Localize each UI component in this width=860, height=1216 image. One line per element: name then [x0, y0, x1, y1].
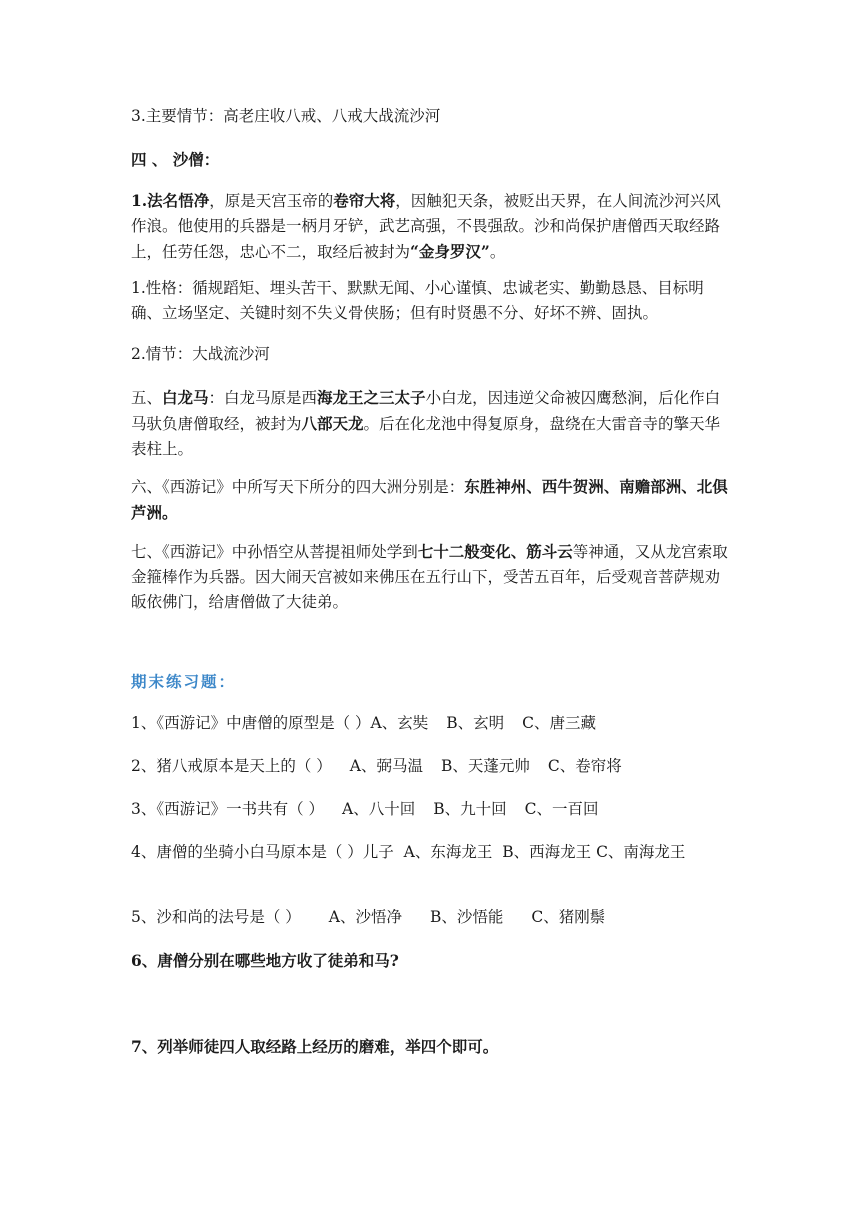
- origin: 海龙王之三太子: [317, 388, 426, 407]
- section5-white-dragon-horse: [131, 385, 731, 462]
- option-c: C、猪刚鬃: [531, 908, 606, 926]
- option-a: A、弼马温: [349, 757, 423, 775]
- continents: 东胜神州、西牛贺洲、南赡部洲、北俱芦洲。: [131, 477, 728, 522]
- section5-part: ：白龙马原是西: [208, 389, 318, 407]
- section6-part: 六、《西游记》中所写天下所分的四大洲分别是：: [131, 478, 465, 496]
- section7-part: 七、《西游记》中孙悟空从菩提祖师处学到: [131, 543, 418, 561]
- option-c: C、一百回: [524, 800, 599, 818]
- skills: 七十二般变化、筋斗云: [417, 542, 573, 561]
- section5-part: 五、: [131, 389, 163, 407]
- section4-plot: 2.情节：大战流沙河: [131, 345, 270, 363]
- option-a: A、东海龙王: [403, 843, 493, 861]
- question-stem: 5、沙和尚的法号是（ ）: [131, 908, 301, 926]
- question-3: [131, 797, 731, 822]
- option-b: B、天蓬元帅: [441, 757, 530, 775]
- question-7: 7、列举师徒四人取经路上经历的磨难，举四个即可。: [131, 1037, 499, 1056]
- option-a: A、八十回: [342, 800, 416, 818]
- intro-part: 1.法名: [131, 191, 179, 210]
- intro-part: 。: [489, 243, 506, 261]
- section7-part: 等神通，又从龙宫索取金箍棒作为兵器。因大闹天宫被如来佛压在五行山下，受苦五百年，后受观音菩萨规劝皈依佛门，给唐僧做了大徒弟。: [131, 543, 728, 611]
- section5-part: 小白龙，因违逆父命被囚鹰愁涧，后化作白马驮负唐僧取经，被封为: [131, 389, 721, 433]
- option-b: B、沙悟能: [430, 908, 504, 926]
- option-b: B、西海龙王: [502, 843, 592, 861]
- section5-part: 。后在化龙池中得复原身，盘绕在大雷音寺的擎天华表柱上。: [131, 415, 721, 458]
- section7-sun-wukong: [131, 539, 731, 615]
- dharma-name: 悟净: [178, 191, 210, 210]
- horse-name: 白龙马: [162, 388, 209, 407]
- question-1: [131, 711, 731, 736]
- option-b: B、玄明: [446, 714, 505, 732]
- question-stem: 1、《西游记》中唐僧的原型是（ ）: [131, 714, 371, 732]
- section4-intro: [131, 188, 731, 265]
- question-stem: 2、猪八戒原本是天上的（ ）: [131, 757, 332, 775]
- section3-plot: 3.主要情节：高老庄收八戒、八戒大战流沙河: [131, 107, 441, 125]
- option-a: A、沙悟净: [328, 908, 402, 926]
- exercises-heading: 期末练习题：: [131, 673, 237, 691]
- question-stem: 3、《西游记》一书共有（ ）: [131, 800, 325, 818]
- option-c: C、唐三藏: [522, 714, 597, 732]
- option-c: C、南海龙王: [596, 843, 686, 861]
- question-2: [131, 754, 731, 779]
- section4-personality: 1.性格：循规蹈矩、埋头苦干、默默无闻、小心谨慎、忠诚老实、勤勤恳恳、目标明确、立场坚定、关键时刻不失义骨侠肠；但有时贤愚不分、好坏不辨、固执。: [131, 279, 704, 322]
- intro-part: ，原是天宫玉帝的: [209, 192, 334, 210]
- question-5: [131, 905, 731, 930]
- section4-title: 四 、 沙僧：: [131, 150, 220, 169]
- conferred-title: 八部天龙: [301, 414, 364, 433]
- option-b: B、九十回: [433, 800, 507, 818]
- intro-part: ，因触犯天条，被贬出天界，在人间流沙河兴风作浪。他使用的兵器是一柄月牙铲，武艺高强，不畏强敌。沙和尚保护唐僧西天取经路上，任劳任怨，忠心不二，取经后被封为: [131, 192, 721, 261]
- final-title: “金身罗汉”: [410, 242, 490, 261]
- original-title: 卷帘大将: [333, 191, 396, 210]
- question-4: [131, 840, 731, 865]
- question-6: 6、唐僧分别在哪些地方收了徒弟和马?: [131, 951, 399, 970]
- question-stem: 4、唐僧的坐骑小白马原本是（ ）儿子: [131, 843, 394, 861]
- option-a: A、玄奘: [370, 714, 429, 732]
- section6-four-continents: [131, 474, 731, 526]
- option-c: C、卷帘将: [547, 757, 622, 775]
